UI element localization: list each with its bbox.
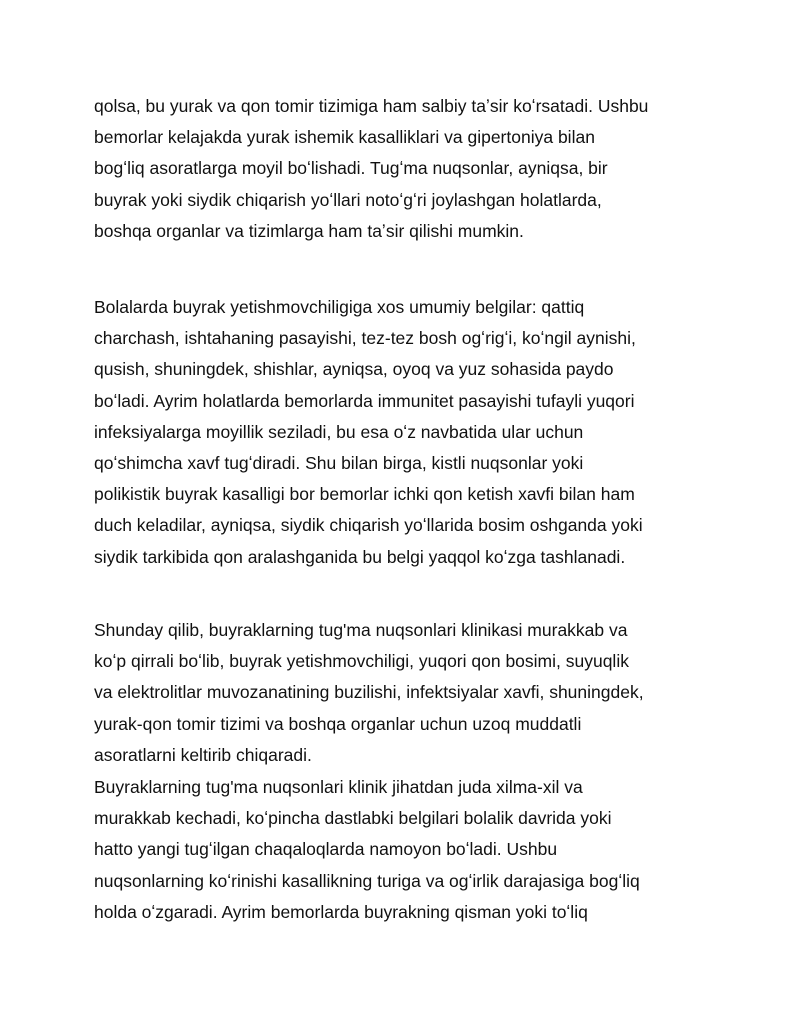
text-line: qusish, shuningdek, shishlar, ayniqsa, oyoq va yuz sohasida paydo [94,359,614,380]
text-line: Buyraklarning tug'ma nuqsonlari klinik jihatdan juda xilma-xil va [94,777,583,797]
paragraph-3 [94,615,734,771]
text-line: infeksiyalarga moyillik seziladi, bu esa oʻz navbatida ular uchun [94,421,584,442]
text-line: nuqsonlarning koʻrinishi kasallikning turiga va ogʻirlik darajasiga bogʻliq [94,870,640,891]
text-line: va elektrolitlar muvozanatining buzilishi, infektsiyalar xavfi, shuningdek, [94,682,644,703]
text-line: boʻladi. Ayrim holatlarda bemorlarda immunitet pasayishi tufayli yuqori [94,390,635,411]
paragraph-2 [94,292,734,573]
text-line: holda oʻzgaradi. Ayrim bemorlarda buyrakning qisman yoki toʻliq [94,901,588,922]
text-line: yurak-qon tomir tizimi va boshqa organlar uchun uzoq muddatli [94,713,582,734]
text-line: charchash, ishtahaning pasayishi, tez-tez bosh ogʻrigʻi, koʻngil aynishi, [94,328,636,349]
text-line: qoʻshimcha xavf tugʻdiradi. Shu bilan birga, kistli nuqsonlar yoki [94,453,584,474]
text-line: duch keladilar, ayniqsa, siydik chiqarish yoʻllarida bosim oshganda yoki [94,515,643,536]
text-line: siydik tarkibida qon aralashganida bu belgi yaqqol koʻzga tashlanadi. [94,546,626,567]
text-line: buyrak yoki siydik chiqarish yoʻllari notoʻgʻri joylashgan holatlarda, [94,189,602,210]
text-line: polikistik buyrak kasalligi bor bemorlar ichki qon ketish xavfi bilan ham [94,484,635,505]
text-line: hatto yangi tugʻilgan chaqaloqlarda namoyon boʻladi. Ushbu [94,839,558,860]
paragraph-1 [94,91,734,247]
text-line: murakkab kechadi, koʻpincha dastlabki belgilari bolalik davrida yoki [94,808,612,829]
text-line: Shunday qilib, buyraklarning tug'ma nuqsonlari klinikasi murakkab va [94,620,628,640]
text-line: asoratlarni keltirib chiqaradi. [94,744,312,765]
text-line: bogʻliq asoratlarga moyil boʻlishadi. Tugʻma nuqsonlar, ayniqsa, bir [94,158,608,179]
text-line: bemorlar kelajakda yurak ishemik kasalliklari va gipertoniya bilan [94,127,595,148]
paragraph-4 [94,772,734,928]
text-line: koʻp qirrali boʻlib, buyrak yetishmovchiligi, yuqori qon bosimi, suyuqlik [94,651,629,672]
text-line: Bolalarda buyrak yetishmovchiligiga xos umumiy belgilar: qattiq [94,297,585,317]
text-line: boshqa organlar va tizimlarga ham taʼsir qilishi mumkin. [94,220,524,241]
text-line: qolsa, bu yurak va qon tomir tizimiga ham salbiy taʼsir koʻrsatadi. Ushbu [94,96,649,116]
